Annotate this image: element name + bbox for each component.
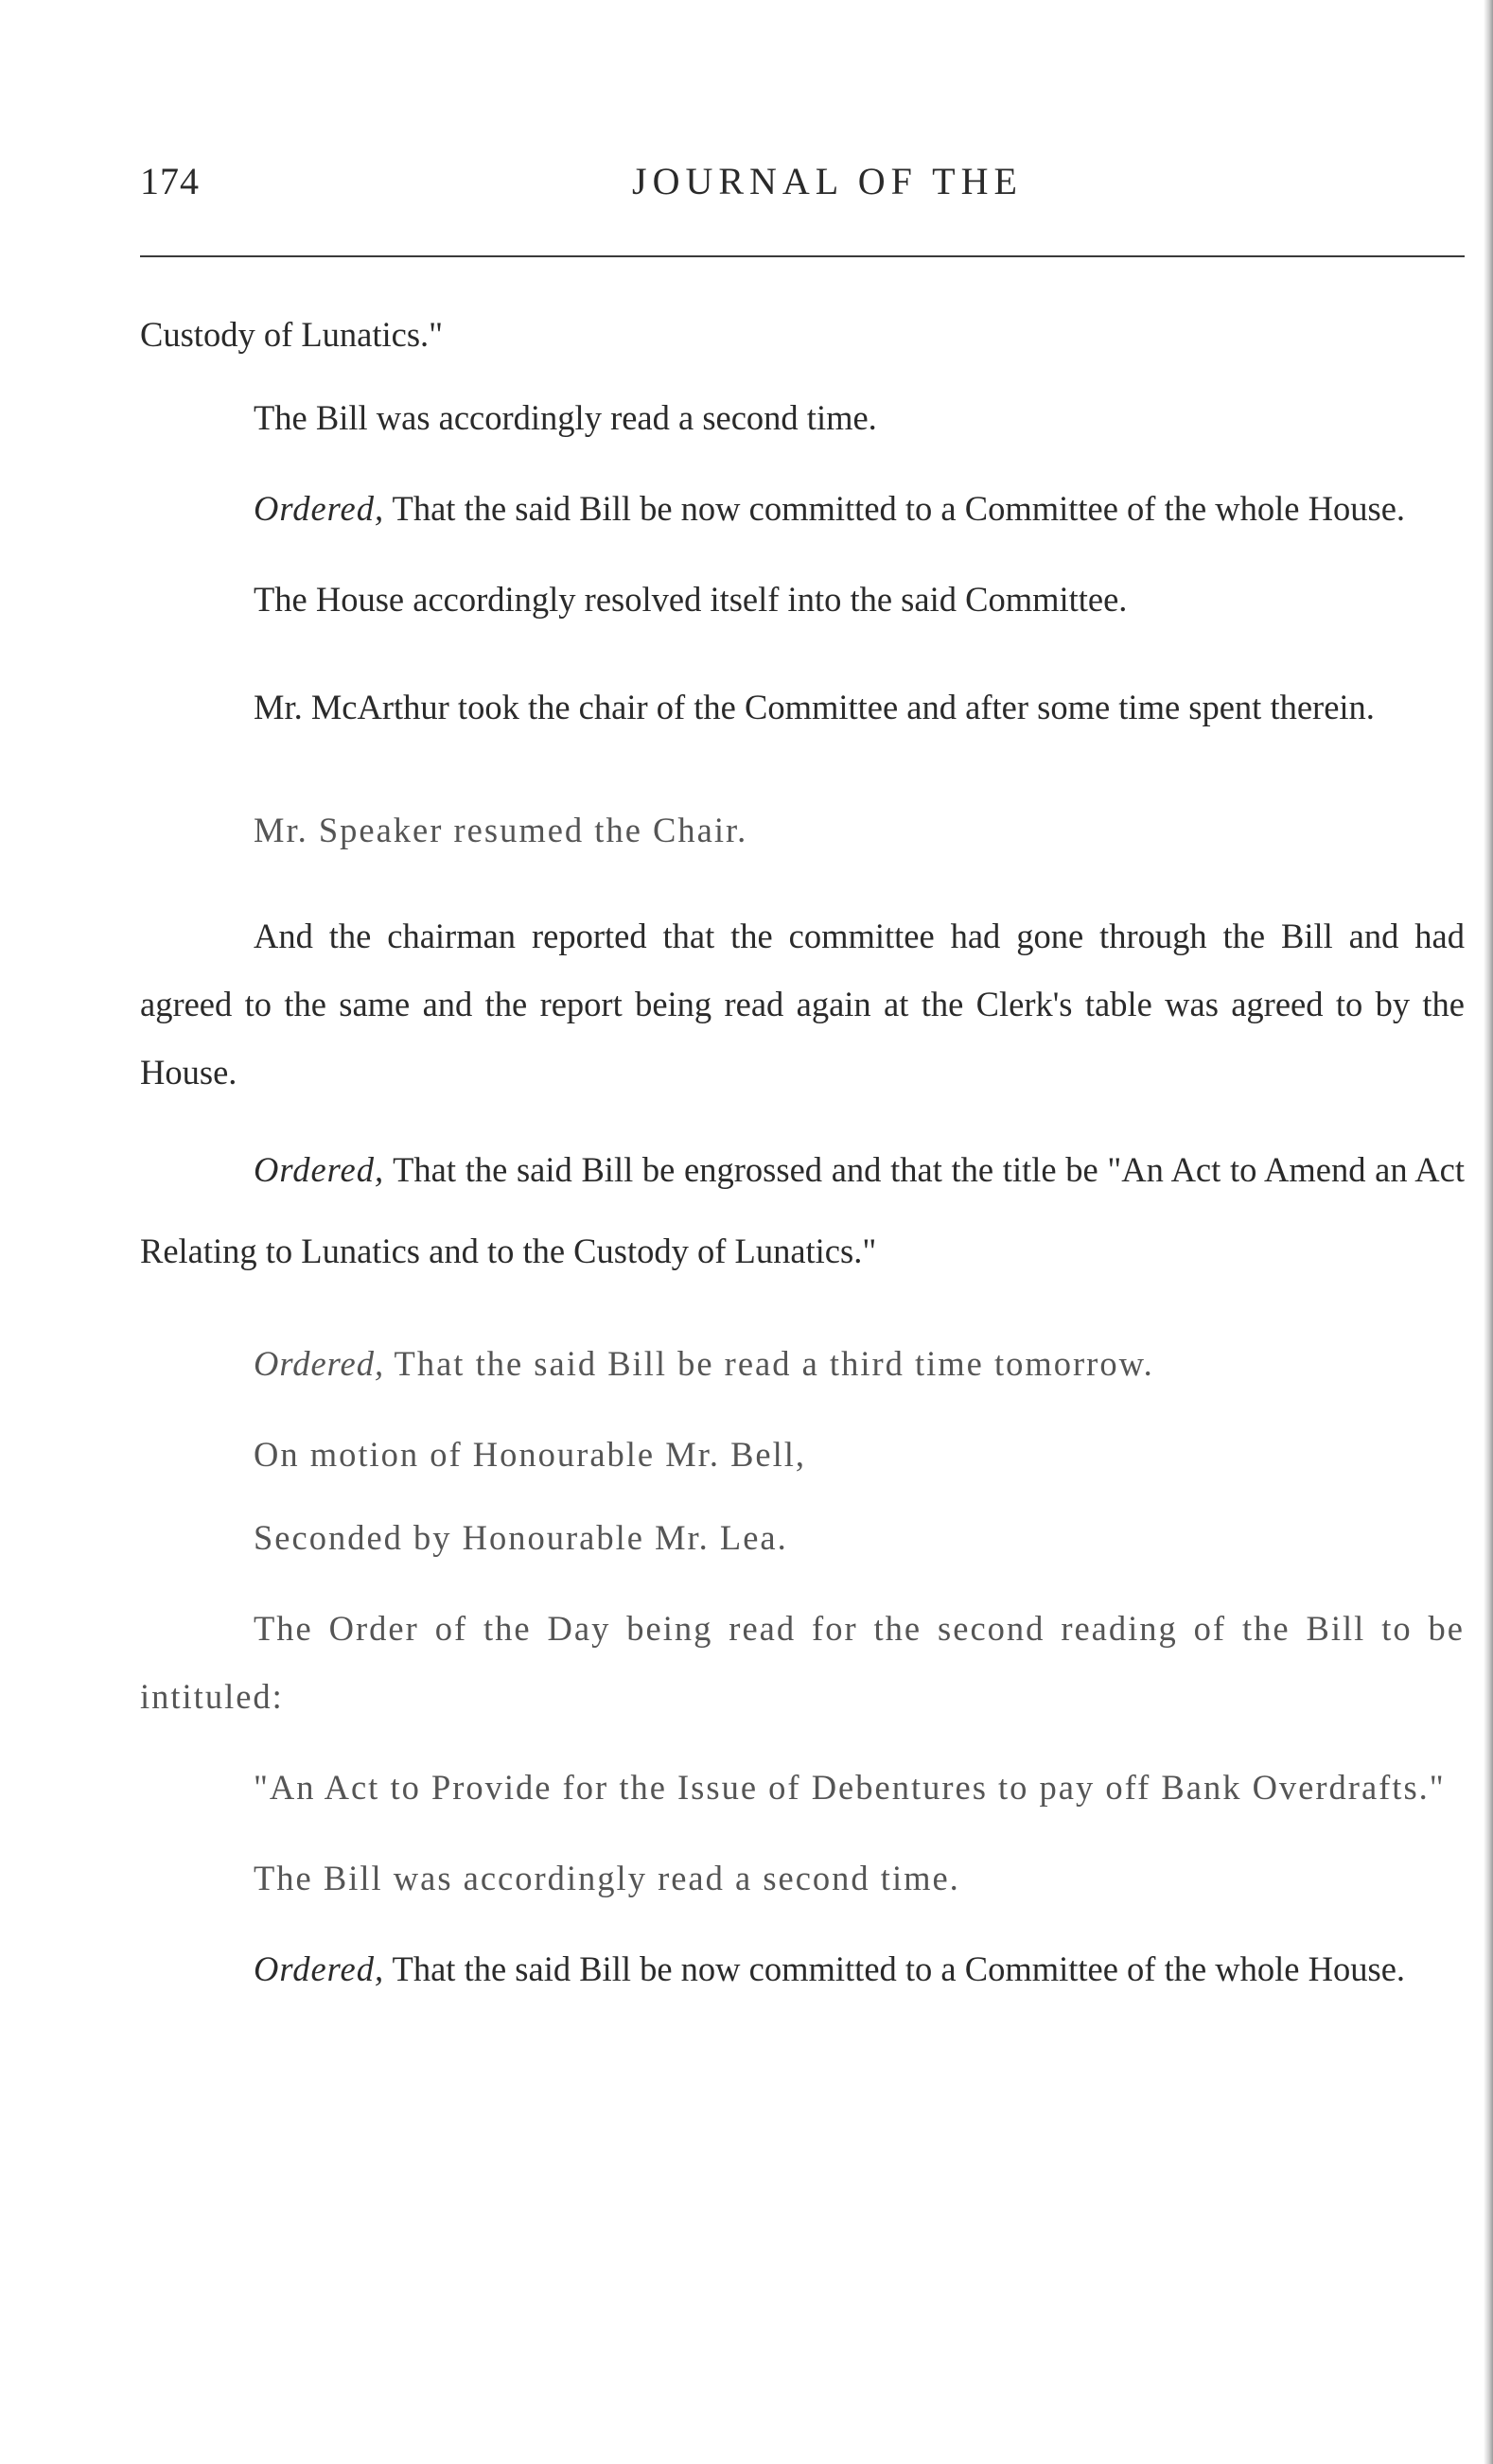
page-edge-shadow [1484, 0, 1493, 2464]
header-rule [140, 255, 1465, 257]
paragraph [140, 1504, 1465, 1572]
paragraph [140, 902, 1465, 1107]
page-header [140, 159, 1465, 216]
paragraph-text: That the said Bill be read a third time tomorrow. [384, 1344, 1154, 1383]
paragraph-text: That the said Bill be now committed to a Committee of the whole House. [384, 489, 1406, 528]
journal-text-body [140, 301, 1465, 2026]
paragraph-text: The Order of the Day being read for the second reading of the Bill to be intituled: [140, 1609, 1465, 1716]
paragraph-text: The Bill was accordingly read a second time. [254, 1859, 960, 1897]
paragraph-text: That the said Bill be engrossed and that the title be "An Act to Amend an Act Relating to Lunatics and to the Custody of Lunatics." [140, 1150, 1465, 1270]
quoted-bill-title [140, 1754, 1465, 1822]
paragraph [140, 1844, 1465, 1913]
paragraph-text: "An Act to Provide for the Issue of Debentures to pay off Bank Overdrafts." [254, 1768, 1446, 1807]
ordered-paragraph [140, 1129, 1465, 1292]
paragraph [140, 301, 1465, 369]
ordered-label: Ordered, [254, 489, 385, 528]
paragraph-text: That the said Bill be now committed to a Committee of the whole House. [384, 1949, 1406, 1988]
running-head: JOURNAL OF THE [632, 160, 1023, 202]
paragraph [140, 384, 1465, 452]
ordered-paragraph [140, 1935, 1465, 2003]
page-number: 174 [140, 160, 200, 202]
paragraph-text: The House accordingly resolved itself into the said Committee. [254, 580, 1128, 619]
paragraph [140, 1421, 1465, 1489]
paragraph-text: And the chairman reported that the committee had gone through the Bill and had agreed to the same and the report being read again at the Clerk's table was agreed to by the House. [140, 917, 1465, 1092]
ordered-label: Ordered, [254, 1344, 385, 1383]
paragraph [140, 1595, 1465, 1731]
paragraph-text: Custody of Lunatics." [140, 315, 444, 354]
paragraph-text: Seconded by Honourable Mr. Lea. [254, 1518, 788, 1557]
ordered-label: Ordered, [254, 1150, 385, 1189]
paragraph-text: On motion of Honourable Mr. Bell, [254, 1435, 807, 1474]
paragraph [140, 656, 1465, 759]
paragraph-text: Mr. McArthur took the chair of the Committee and after some time spent therein. [254, 688, 1375, 726]
paragraph-text: Mr. Speaker resumed the Chair. [254, 811, 748, 849]
ordered-paragraph [140, 1330, 1465, 1398]
paragraph [140, 566, 1465, 634]
paragraph [140, 796, 1465, 865]
paragraph-text: The Bill was accordingly read a second time. [254, 398, 877, 437]
ordered-label: Ordered, [254, 1949, 385, 1988]
ordered-paragraph [140, 475, 1465, 543]
